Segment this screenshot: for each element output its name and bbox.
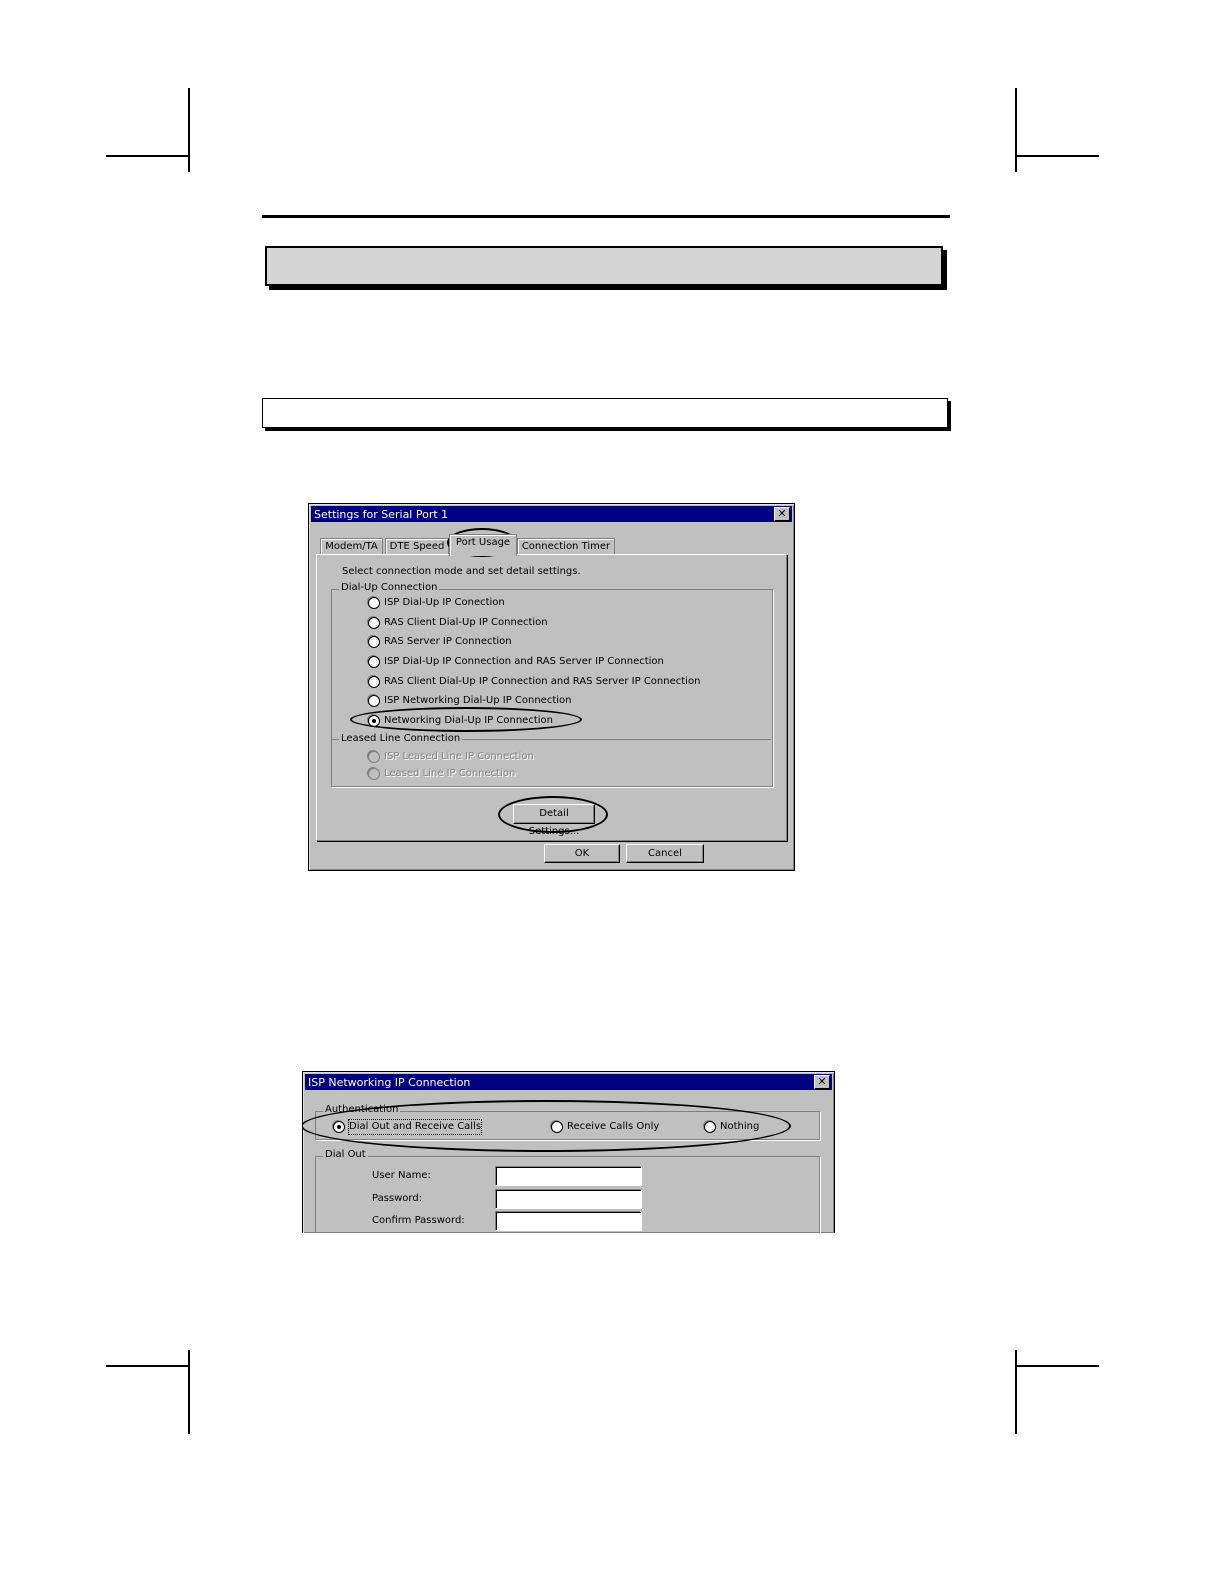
leased-group-label: Leased Line Connection — [341, 733, 461, 744]
radio-button[interactable] — [368, 636, 380, 648]
radio-button — [368, 768, 380, 780]
close-icon[interactable]: ✕ — [774, 507, 790, 521]
cancel-button[interactable]: Cancel — [626, 844, 704, 863]
radio-button[interactable] — [368, 617, 380, 629]
crop-mark — [1015, 155, 1099, 157]
section-banner — [265, 246, 943, 286]
radio-button[interactable] — [368, 656, 380, 668]
password-label: Password: — [372, 1193, 423, 1204]
close-icon[interactable]: ✕ — [814, 1075, 830, 1089]
crop-mark — [1015, 1350, 1017, 1434]
dialog-titlebar — [305, 1074, 832, 1090]
ok-button[interactable]: OK — [544, 844, 620, 863]
confirm-password-field[interactable] — [495, 1211, 642, 1231]
confirm-password-label: Confirm Password: — [372, 1215, 465, 1226]
isp-networking-ip-connection-dialog: ISP Networking IP Connection ✕ Authentication Dial Out and Receive Calls Receive Calls Only Nothing Dial Out User Name: Password: Confirm Password: — [302, 1071, 835, 1233]
highlight-ellipse — [302, 1100, 791, 1152]
crop-mark — [1015, 1365, 1099, 1367]
radio-button[interactable] — [368, 597, 380, 609]
password-field[interactable] — [495, 1189, 642, 1209]
crop-mark — [1015, 88, 1017, 172]
detail-settings-button[interactable]: Detail Settings... — [513, 804, 595, 824]
tab-port-usage[interactable]: Port Usage — [449, 534, 517, 556]
dialog-titlebar — [311, 506, 792, 522]
crop-mark — [188, 1350, 190, 1434]
radio-button[interactable] — [368, 676, 380, 688]
dialup-group-label: Dial-Up Connection — [341, 582, 438, 593]
tab-dte-speed[interactable]: DTE Speed — [385, 538, 449, 555]
tab-connection-timer[interactable]: Connection Timer — [517, 538, 615, 555]
dial-out-group-label: Dial Out — [325, 1149, 366, 1160]
dialog-title: Settings for Serial Port 1 — [314, 508, 449, 521]
settings-serial-port-dialog: Settings for Serial Port 1 ✕ Modem/TA DTE Speed Port Usage Connection Timer Select connection mode and set detail settings. Dial-Up Connection ISP Dial-Up IP Conection RAS Client Dial-Up IP Connection RAS Server IP Connection ISP Dial-Up IP Connection and RAS Server IP Connection RAS Client Dial-Up IP Connection and RAS Server IP Connection ISP Networking Dial-Up IP Connection Networking Dial-Up IP Connection Leased Line Connection ISP Leased Line IP Connection Leased Line IP Connection Detail Settings... OK Cancel — [308, 503, 795, 871]
header-rule — [262, 215, 950, 218]
crop-mark — [106, 155, 190, 157]
radio-button[interactable] — [368, 695, 380, 707]
dialog-title: ISP Networking IP Connection — [308, 1076, 471, 1089]
crop-mark — [188, 88, 190, 172]
highlight-ellipse — [498, 796, 608, 833]
instruction-text: Select connection mode and set detail settings. — [342, 566, 581, 577]
subsection-bar — [262, 398, 948, 428]
highlight-ellipse — [350, 707, 582, 732]
crop-mark — [106, 1365, 190, 1367]
authentication-group-label: Authentication — [325, 1104, 399, 1115]
radio-button — [368, 751, 380, 763]
tab-modem-ta[interactable]: Modem/TA — [320, 538, 383, 555]
username-field[interactable] — [495, 1166, 642, 1186]
username-label: User Name: — [372, 1170, 431, 1181]
